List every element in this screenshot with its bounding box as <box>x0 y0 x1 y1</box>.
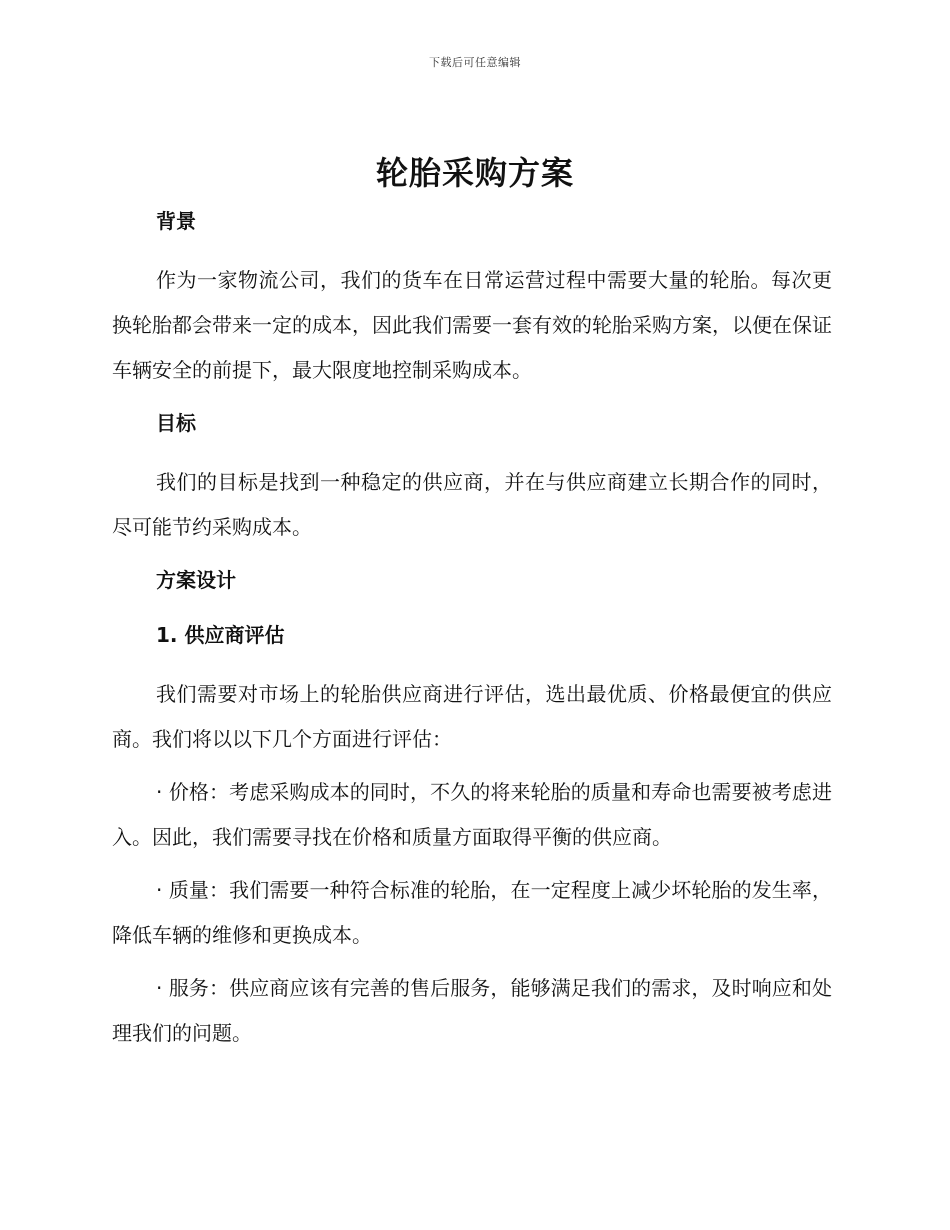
subsection-heading-supplier: 1. 供应商评估 <box>156 623 285 647</box>
section-heading-goal: 目标 <box>156 411 196 435</box>
document-title: 轮胎采购方案 <box>375 154 574 192</box>
bullet-price: · 价格：考虑采购成本的同时，不久的将来轮胎的质量和寿命也需要被考虑进入。因此，我们需要寻找在价格和质量方面取得平衡的供应商。 <box>112 780 832 849</box>
paragraph-supplier: 我们需要对市场上的轮胎供应商进行评估，选出最优质、价格最便宜的供应商。我们将以以下几个方面进行评估： <box>112 682 832 751</box>
bullet-quality: · 质量：我们需要一种符合标准的轮胎，在一定程度上减少坏轮胎的发生率，降低车辆的维修和更换成本。 <box>112 878 832 947</box>
bullet-service: · 服务：供应商应该有完善的售后服务，能够满足我们的需求，及时响应和处理我们的问题。 <box>112 976 832 1045</box>
section-heading-background: 背景 <box>156 209 196 233</box>
paragraph-goal: 我们的目标是找到一种稳定的供应商，并在与供应商建立长期合作的同时，尽可能节约采购成本。 <box>112 470 832 539</box>
header-note: 下载后可任意编辑 <box>429 56 521 69</box>
paragraph-background: 作为一家物流公司，我们的货车在日常运营过程中需要大量的轮胎。每次更换轮胎都会带来一定的成本，因此我们需要一套有效的轮胎采购方案，以便在保证车辆安全的前提下，最大限度地控制采购成本。 <box>112 268 832 382</box>
section-heading-design: 方案设计 <box>156 568 236 592</box>
document-body <box>112 203 832 1056</box>
